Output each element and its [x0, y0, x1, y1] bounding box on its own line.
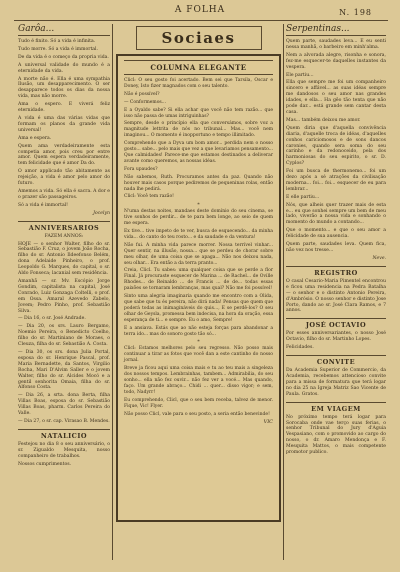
- anniversary-entry: — Dia 30, os srs. dona Julia Portal, esposa do sr. Henrique Pascal, prof. Maria Bernadette, da Santos, Virgilio Rocha, Mari D'Alvim Saller e o jovem Walter, filho do sr. Alcides Mocó e a gentil senhorita Omaia, filha do sr. Alfonso Costa.: [18, 349, 110, 391]
- anniversaries-subtitle: FAZEM ANNOS:: [44, 233, 84, 239]
- garoa-title: Garôa...: [18, 22, 110, 36]
- anniversary-entry: — Dia 16, o sr. José Andrade.: [18, 316, 86, 322]
- jose-octavio-title: JOSÉ OCTAVIO: [286, 318, 386, 329]
- column-paragraph: Eu comprehendo, Clicl, que o seu bem receba, talvez de menor. Fique, Vic! Flyer.: [124, 397, 273, 409]
- registro-title: REGISTRO: [286, 266, 386, 277]
- serpentinas-signature: Neve.: [372, 255, 386, 261]
- anniversaries-title: ANNIVERSARIOS: [18, 221, 110, 232]
- masthead: [0, 0, 400, 22]
- serpentinas-paragraph: Ella que sempre me foi um companheiro sincero e affável... as suas idéas sempre me dandosos o seu amor nas grandes idades, e ella... Ha gêo tão tenta que não pode dar... está grande sem cantar desta casa.: [286, 80, 386, 115]
- poem-line: Tudo morre. Só a vida é immortal.: [18, 46, 98, 52]
- issue-number: N. 198: [339, 8, 372, 17]
- poem-line: A vida é uma das várias vidas que formam os planos da grande vida universal!: [18, 115, 110, 133]
- separator-star: *: [197, 202, 200, 209]
- poem-line: A universal validade do mundo é a eternidade da vida.: [18, 62, 110, 74]
- serpentinas-paragraph: Nem a alvorada alegre, risonha e sonora, fez-me esquecer-te daquelles instantes da vespera.: [286, 52, 386, 70]
- column-paragraph: E a Oyaldo sabe? Si ella achar que você não tem razão... que isso não passa de umas intriguinhas?: [124, 107, 273, 119]
- serpentinas-paragraph: Quem diria que d'aquella convivência diaria, d'aquelle troca de idéas, d'aquelles conhos cariciomosos e de sons dancos caronies, quando sera soma do seu carinho e da redonoceido, pela dos harmoniosas do seu espirito, o sr. D. Cyplos?: [286, 125, 386, 167]
- natalicio-title: NATALICIO: [18, 429, 110, 440]
- column-paragraph: — Conformemos...: [124, 99, 167, 105]
- poem-line: O amor applicado tão abitamente as rejeição, a vida é amor pelo amor do futuro.: [18, 169, 110, 187]
- poem-line: Amemos a vida. Só ella é sacra. A dor e o prazer são passageiros.: [18, 188, 110, 200]
- poem-line: Só a vida é immortal!: [18, 202, 68, 208]
- anniversary-entry: Amanhã — sr. Mv. Escópio Jorge Gondim, capitalista na capital, José Conrado, Luiz Gonzaga Coltelli, o prof. em Ossa. Amaral Azevedo Zabelo, Jovem; Pedro Pinho, prof. Sebastião Silva.: [18, 279, 110, 314]
- column-divider-right: [283, 24, 284, 560]
- poem-line: Tudo é finito. Só a vida é infinita.: [18, 39, 96, 44]
- serpentinas-paragraph: Quem parte, saudades leva. Quem fica, não vez nos tresse...: [286, 242, 386, 253]
- column-paragraph: Sempre, desde o princípio ella que conversámos, sobre voz a magnitude lettrita de nós no tribunal... Mas... você nem imaginou... O momento é inopportuno e tempo illimitado.: [124, 121, 273, 139]
- jose-octavio-text: Por esses anniversariantes, o nosso José Octavio, filho do sr. Martinho Lopes.: [286, 331, 386, 343]
- column-divider-left: [112, 24, 113, 560]
- poem-line: Ama e espera.: [18, 135, 52, 141]
- anniversary-entry: — Dia 20, os srs. Lauro Bergamo, Noemio Pereira, o Benedicto Coelho, filho do sr. Martiniano de Moraes, o Cleuza, filha do sr. Sebastião A. Costa.: [18, 324, 110, 348]
- column-paragraph: Clicl: Estamos melhores pelo seu regresso. Não posso mais continuar a tirar as fotos que você dan a este cantinho do nosso jornal.: [124, 346, 273, 364]
- poem-line: A morte não é. Ella é uma sympathia Ilusão, um desapparecimento. O ser desapparece todos os dias da nossa vida, mas não morre.: [18, 76, 110, 100]
- serpentinas-paragraph: Ele partiu...: [286, 72, 314, 78]
- anniversary-entry: — Dia 26, a srta. dona Berta, filha Villas Boas, esposa do sr. Sebastião Villas Boas, pharm. Carlos Pereira do Valle.: [18, 393, 110, 417]
- column-paragraph: E a ansiava. Estás que ao não esteja forças para abandonar a terra ido... mas do sonoro gosto tão só...: [124, 325, 273, 337]
- poem-signature: Jocelyn: [93, 210, 110, 216]
- column-paragraph: Creia, Clicl. Tu sabes: uma qualquer coisa que se perde a flor Final. Já procuraste esquecer de Marina ... de Rachel... de Oville Rhodes... de Reinaldo ... de Francis ... de de... todas essas paixões se tornaram lembranças, mas qual? Não me foi possível!: [124, 268, 273, 292]
- column-paragraph: N'uma destas noites, mandaes deste domínio do seu cinema, se tive sonhos de perdir... de te para bem longe, ao seio de quem me espera.: [124, 209, 273, 227]
- middle-column: [116, 22, 281, 562]
- natalicio-text: Nossos cumprimentos.: [18, 461, 72, 467]
- poem-line: Quem ama verdadeiramente esta competia amor, pois creu por entre amor. Quem espera verdadeiramente, tem felicidade que é amor Da do.: [18, 143, 110, 167]
- serpentinas-title: Serpentinas...: [286, 22, 386, 36]
- serpentinas-paragraph: Mas... também deixou me amor.: [286, 117, 361, 123]
- serpentinas-paragraph: Que o momento... e que o seu amor a felicidade de sua ausencia.: [286, 228, 386, 240]
- serpentinas-paragraph: E elle partiu...: [286, 194, 320, 200]
- column-paragraph: Não sabemos, Ruth. Procuramos antes da paz. Quando não houver mais casos porque pediremos de pequeninas rolas, então nada lhe pedirá.: [124, 174, 273, 192]
- publication-name: A FOLHA: [174, 5, 226, 15]
- em-viagem-text: No próximo tempo terá logar para Sorocaba onde vae terço suas ferias, o senhor Tribunal do Jury d'Aguia Vespasiano, com o promovido ao cargo do nosso, o dr. Amaro Mendonça e F. Mesquita Mattos, o mais competente promotor publico.: [286, 414, 386, 456]
- convite-title: CONVITE: [286, 355, 386, 366]
- column-paragraph: Fora upaudes?: [124, 166, 158, 172]
- poem-line: Ama o espero. E viverá feliz eternidade.: [18, 102, 110, 114]
- column-paragraph: Comprehendo que a Dyva um bom amor... perdida nem o nosso gosto... sabe... pelo mais que vez a que levariamos pensamento... Que calmidades! Parece-me que estamos destinados a deliverar avante como queremos, as nossas idéas.: [124, 141, 273, 164]
- left-column: [18, 22, 110, 562]
- right-column: [286, 22, 386, 562]
- columna-elegante-title: COLUMNA ELEGANTE: [124, 60, 273, 75]
- column-paragraph: Breve ja ficou aqui uma coisa mais e tu ao teu mais a singeleza dos nossos tempos. Lembrainhas, tambem... Admirabilia, do seu sonho... ella não fez ouvir... não fez ver a vocé... Mas quando, faço. Um grande abraço... Chidi ... quer... disso vigor; e sem, todo, Nadyrr!: [124, 366, 273, 395]
- column-paragraph: Sinto uma alegria imaginaria quando me encontro com a Olida, que sabe que tu és pereira, não dirá nada! Pensas que quem que poderá todas as inimagináveis do quis..., E se perdê-los? O seu olhar de Geysla, promessa bem indecisa, na hora da oração, essa esperança de ti... e sempre. Eu o amo, Sempre!: [124, 294, 273, 323]
- sociaes-heading: Sociaes: [136, 26, 262, 50]
- anniversary-entry: HOJE — o senhor Walter, filho do sr. Sebastião F. Cruz, o jovem João Rocha, filho do sr. Antonio Ildeefonso Belém, dona Adelaide Pinheiro, o prof. Leopoldo G. Marques, do capital, o sr. Aldo Fonseca; lacanial sem residência.: [18, 241, 110, 277]
- serpentinas-paragraph: Nós, que alheis quer trazer mais de esta e... eu que sonhei sempre um bem de meu lado, viverão a nossa vida e sonhando o momento do mundo a contando...: [286, 202, 386, 226]
- columna-elegante-frame: [116, 54, 281, 522]
- anniversary-entry: — Dia 27, o sr. cap. Virasao B. Mendes.: [18, 418, 110, 424]
- column-signature: VIC: [263, 419, 273, 426]
- poem-line: De da vida é o começo da propria vida.: [18, 54, 109, 60]
- separator-star: *: [197, 339, 200, 346]
- column-paragraph: Clicl: Você tem razão!: [124, 194, 174, 200]
- column-paragraph: Não posso Clicl, vale para o seu posto, a seria então benevinde!: [124, 411, 270, 417]
- em-viagem-title: EM VIAGEM: [286, 402, 386, 413]
- registro-text: O casal Cesario-Maria Pimentel encontrou e ficou uma residencia na Pedra Batalha — o senhor e o distinto Antonio Pereira, d'Ambrósio. O nosso senhor e distinto Jose Porto, dando ao sr. José Clara Ramos, e 7 annos.: [286, 278, 386, 314]
- jose-octavio-text: Felicidades.: [286, 345, 314, 351]
- column-paragraph: Ex tive... tive impeto de te ver, busca de esquecendo... da minha vida... do canto do teu rosto... e da saudade e da ventura!: [124, 229, 273, 240]
- column-paragraph: Não fui. A minha vida parece morrer. Nossa terrível vinhar... Quer sentir, na illusão, nossa... que se perdeu de chorar sobre meu olhar, de uma coisa que se apaga... Não nos deixou nada, seu olhar... Era então a da terra pranto...: [124, 242, 273, 266]
- convite-text: Da Academia Superior de Commercio, da Academia, recebemos attencioso convite para a missa de formatura que terá logar no dia 25 na Igreja Matriz Sao Vicente de Paula. Gratos.: [286, 368, 386, 397]
- column-paragraph: Clicl: O seu gosto foi acertado. Bem sei que Tarsila, Oscar e Doney, Isto fizer magnados com o seu talento.: [124, 78, 273, 89]
- serpentinas-paragraph: Foi um busca de thermonemo... foi um dezo após a sé atrações da civilisação moderna... foi... foi... esquecer de eu para lembrar...: [286, 169, 386, 192]
- natalicio-text: Festejou no dia 8 o seu anniversário, o sr. Zigualdo Mesquita, nosso companheiro de trabalhos.: [18, 441, 110, 459]
- column-paragraph: Não é possível?: [124, 91, 160, 97]
- masthead-rule: [14, 20, 388, 21]
- serpentinas-paragraph: Quem parte, saudades leva... E eu senti nessa manhã, o barbeiro em minh'alma.: [286, 39, 386, 50]
- garoa-poem: [18, 39, 110, 209]
